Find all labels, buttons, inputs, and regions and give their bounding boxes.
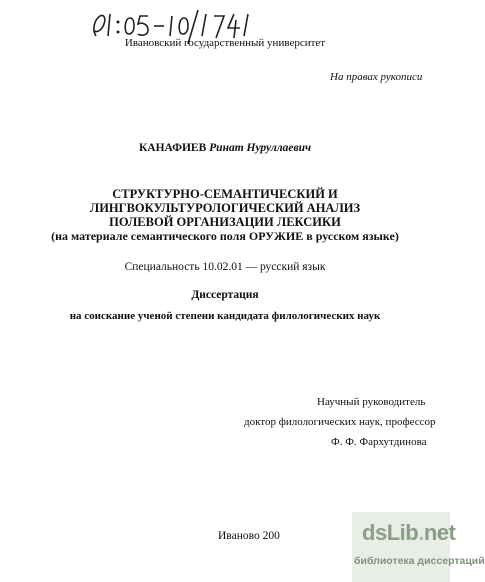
title-line-4: (на материале семантического поля ОРУЖИЕ в русском языке) [51,229,399,243]
title-line-1: СТРУКТУРНО-СЕМАНТИЧЕСКИЙ И [112,187,338,201]
watermark-logo-lib: Lib [386,520,419,545]
speciality-line: Специальность 10.02.01 — русский язык [124,261,326,273]
watermark-caption: библиотека диссертаций [354,555,485,567]
city-year: Иваново 200 [218,530,280,542]
manuscript-rights-note: На правах рукописи [330,71,423,83]
supervisor-degree: доктор филологических наук, профессор [244,416,436,428]
degree-line: на соискание ученой степени кандидата филологических наук [69,310,381,322]
author-given-names: Ринат Нуруллаевич [209,142,312,154]
supervisor-name: Ф. Ф. Фархутдинова [331,436,427,448]
dissertation-title [0,187,450,243]
university-name: Ивановский государственный университет [124,37,326,49]
title-line-2: ЛИНГВОКУЛЬТУРОЛОГИЧЕСКИЙ АНАЛИЗ [89,201,361,215]
watermark-logo [362,520,455,546]
dissertation-label: Диссертация [191,289,259,301]
author-name [0,142,450,154]
supervisor-title: Научный руководитель [317,396,426,408]
watermark-logo-dot: . [418,520,424,545]
author-surname: КАНАФИЕВ [138,142,207,154]
title-line-3: ПОЛЕВОЙ ОРГАНИЗАЦИИ ЛЕКСИКИ [109,215,341,229]
watermark-logo-tld: net [423,520,456,545]
watermark-logo-ds: ds [362,520,387,545]
